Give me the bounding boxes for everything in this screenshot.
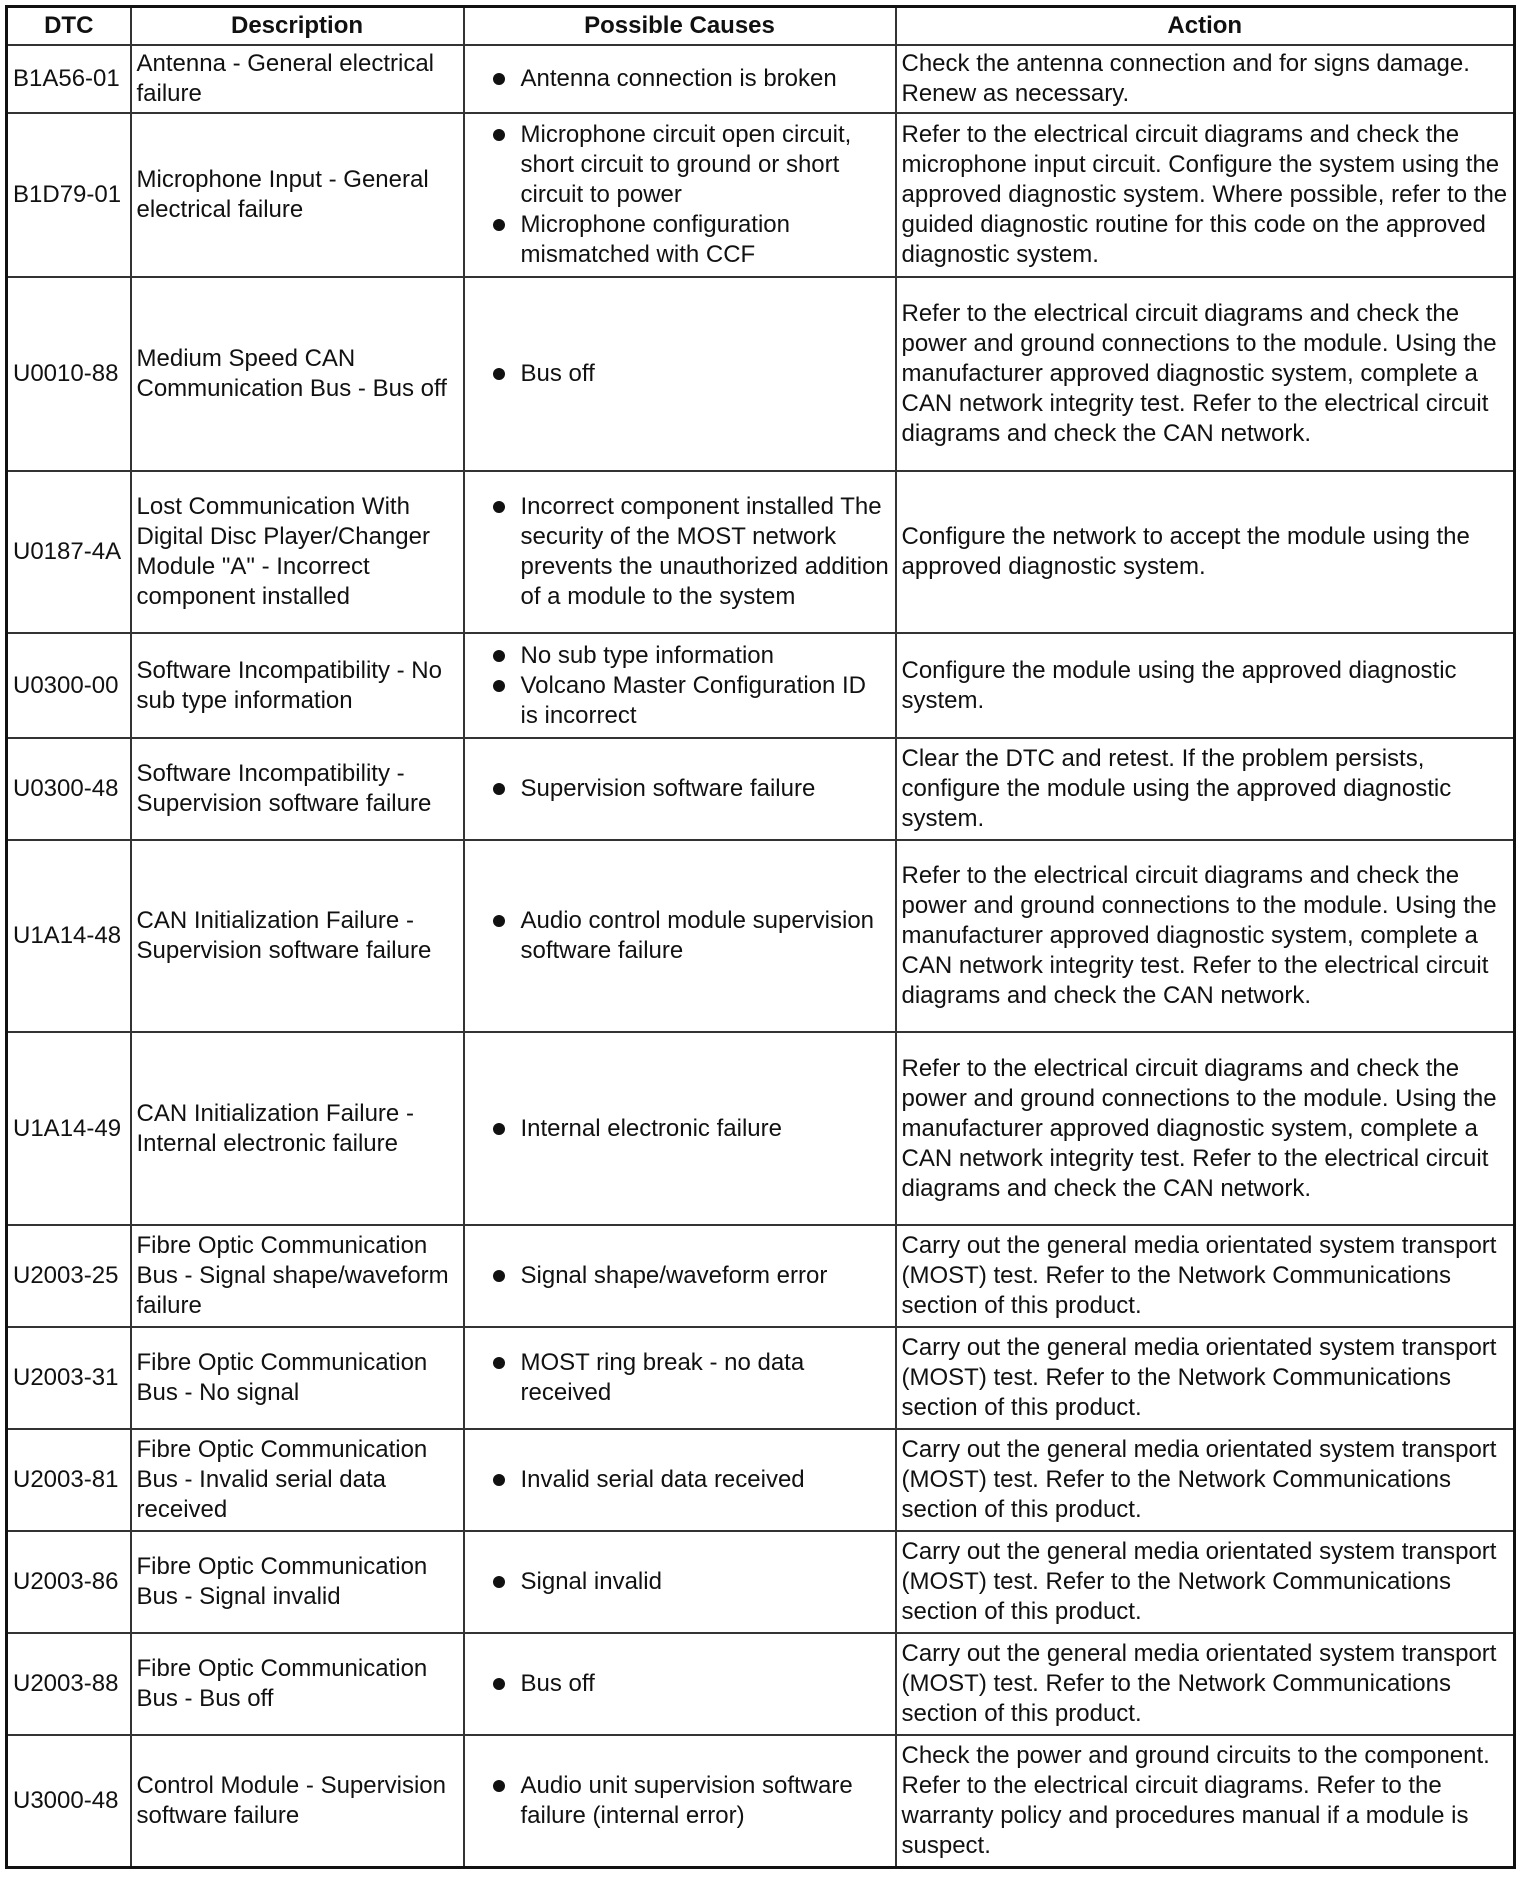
- header-dtc: DTC: [7, 7, 131, 46]
- dtc-description: Fibre Optic Communication Bus - Signal shape/waveform failure: [131, 1225, 464, 1327]
- dtc-description: CAN Initialization Failure - Internal electronic failure: [131, 1032, 464, 1225]
- dtc-action: Check the power and ground circuits to the component. Refer to the electrical circuit diagrams. Refer to the warranty policy and procedures manual if a module is suspect.: [896, 1735, 1515, 1867]
- cause-item: Microphone circuit open circuit, short circuit to ground or short circuit to power: [470, 120, 890, 210]
- cause-item: Supervision software failure: [470, 774, 890, 804]
- dtc-code: U1A14-48: [7, 840, 131, 1032]
- cause-item: Microphone configuration mismatched with CCF: [470, 210, 890, 270]
- causes-list: [470, 1465, 890, 1495]
- possible-causes-cell: [464, 738, 896, 840]
- causes-list: [470, 906, 890, 966]
- table-row: [7, 1225, 1515, 1327]
- dtc-description: Fibre Optic Communication Bus - Signal invalid: [131, 1531, 464, 1633]
- table-row: [7, 45, 1515, 113]
- dtc-action: Clear the DTC and retest. If the problem persists, configure the module using the approved diagnostic system.: [896, 738, 1515, 840]
- dtc-action: Refer to the electrical circuit diagrams and check the power and ground connections to the module. Using the manufacturer approved diagnostic system, complete a CAN network integrity test. Refer to the electrical circuit diagrams and check the CAN network.: [896, 840, 1515, 1032]
- causes-list: [470, 774, 890, 804]
- cause-item: Signal shape/waveform error: [470, 1261, 890, 1291]
- dtc-table-container: [5, 5, 1516, 1869]
- header-possible-causes: Possible Causes: [464, 7, 896, 46]
- cause-item: Antenna connection is broken: [470, 64, 890, 94]
- cause-item: Audio unit supervision software failure (internal error): [470, 1771, 890, 1831]
- cause-item: Bus off: [470, 359, 890, 389]
- causes-list: [470, 120, 890, 270]
- dtc-action: Carry out the general media orientated system transport (MOST) test. Refer to the Network Communications section of this product.: [896, 1633, 1515, 1735]
- causes-list: [470, 1348, 890, 1408]
- dtc-action: Carry out the general media orientated system transport (MOST) test. Refer to the Network Communications section of this product.: [896, 1225, 1515, 1327]
- dtc-code: U3000-48: [7, 1735, 131, 1867]
- possible-causes-cell: [464, 1735, 896, 1867]
- cause-item: Internal electronic failure: [470, 1114, 890, 1144]
- causes-list: [470, 64, 890, 94]
- causes-list: [470, 1567, 890, 1597]
- dtc-table: [5, 5, 1516, 1869]
- dtc-code: B1D79-01: [7, 113, 131, 277]
- possible-causes-cell: [464, 1225, 896, 1327]
- dtc-action: Refer to the electrical circuit diagrams and check the power and ground connections to the module. Using the manufacturer approved diagnostic system, complete a CAN network integrity test. Refer to the electrical circuit diagrams and check the CAN network.: [896, 1032, 1515, 1225]
- cause-item: Signal invalid: [470, 1567, 890, 1597]
- header-description: Description: [131, 7, 464, 46]
- dtc-code: U0187-4A: [7, 471, 131, 633]
- dtc-description: Lost Communication With Digital Disc Player/Changer Module "A" - Incorrect component installed: [131, 471, 464, 633]
- table-row: [7, 1429, 1515, 1531]
- dtc-code: U2003-31: [7, 1327, 131, 1429]
- dtc-code: U2003-88: [7, 1633, 131, 1735]
- header-row: [7, 7, 1515, 46]
- dtc-action: Configure the module using the approved diagnostic system.: [896, 633, 1515, 738]
- table-row: [7, 1032, 1515, 1225]
- header-action: Action: [896, 7, 1515, 46]
- possible-causes-cell: [464, 1327, 896, 1429]
- table-row: [7, 633, 1515, 738]
- causes-list: [470, 359, 890, 389]
- dtc-action: Refer to the electrical circuit diagrams and check the microphone input circuit. Configure the system using the approved diagnostic system. Where possible, refer to the guided diagnostic routine for this code on the approved diagnostic system.: [896, 113, 1515, 277]
- cause-item: No sub type information: [470, 641, 890, 671]
- dtc-code: U0300-00: [7, 633, 131, 738]
- dtc-description: Software Incompatibility - Supervision software failure: [131, 738, 464, 840]
- causes-list: [470, 1114, 890, 1144]
- table-row: [7, 1735, 1515, 1867]
- dtc-description: Fibre Optic Communication Bus - No signal: [131, 1327, 464, 1429]
- dtc-description: Microphone Input - General electrical failure: [131, 113, 464, 277]
- possible-causes-cell: [464, 471, 896, 633]
- table-row: [7, 1633, 1515, 1735]
- dtc-code: U1A14-49: [7, 1032, 131, 1225]
- possible-causes-cell: [464, 1429, 896, 1531]
- table-row: [7, 113, 1515, 277]
- dtc-description: Fibre Optic Communication Bus - Bus off: [131, 1633, 464, 1735]
- possible-causes-cell: [464, 633, 896, 738]
- possible-causes-cell: [464, 113, 896, 277]
- causes-list: [470, 641, 890, 731]
- dtc-action: Carry out the general media orientated system transport (MOST) test. Refer to the Network Communications section of this product.: [896, 1327, 1515, 1429]
- possible-causes-cell: [464, 45, 896, 113]
- possible-causes-cell: [464, 1531, 896, 1633]
- possible-causes-cell: [464, 1633, 896, 1735]
- causes-list: [470, 492, 890, 612]
- dtc-action: Configure the network to accept the module using the approved diagnostic system.: [896, 471, 1515, 633]
- possible-causes-cell: [464, 840, 896, 1032]
- table-row: [7, 738, 1515, 840]
- dtc-description: Antenna - General electrical failure: [131, 45, 464, 113]
- dtc-description: CAN Initialization Failure - Supervision software failure: [131, 840, 464, 1032]
- dtc-description: Control Module - Supervision software failure: [131, 1735, 464, 1867]
- dtc-description: Medium Speed CAN Communication Bus - Bus off: [131, 277, 464, 471]
- dtc-code: U0300-48: [7, 738, 131, 840]
- dtc-action: Refer to the electrical circuit diagrams and check the power and ground connections to the module. Using the manufacturer approved diagnostic system, complete a CAN network integrity test. Refer to the electrical circuit diagrams and check the CAN network.: [896, 277, 1515, 471]
- dtc-code: B1A56-01: [7, 45, 131, 113]
- cause-item: Audio control module supervision software failure: [470, 906, 890, 966]
- table-row: [7, 471, 1515, 633]
- dtc-description: Fibre Optic Communication Bus - Invalid serial data received: [131, 1429, 464, 1531]
- cause-item: Invalid serial data received: [470, 1465, 890, 1495]
- possible-causes-cell: [464, 1032, 896, 1225]
- dtc-action: Carry out the general media orientated system transport (MOST) test. Refer to the Network Communications section of this product.: [896, 1531, 1515, 1633]
- table-row: [7, 1531, 1515, 1633]
- possible-causes-cell: [464, 277, 896, 471]
- causes-list: [470, 1261, 890, 1291]
- dtc-code: U2003-25: [7, 1225, 131, 1327]
- dtc-action: Carry out the general media orientated system transport (MOST) test. Refer to the Network Communications section of this product.: [896, 1429, 1515, 1531]
- dtc-action: Check the antenna connection and for signs damage. Renew as necessary.: [896, 45, 1515, 113]
- table-row: [7, 1327, 1515, 1429]
- dtc-code: U2003-81: [7, 1429, 131, 1531]
- causes-list: [470, 1669, 890, 1699]
- dtc-code: U2003-86: [7, 1531, 131, 1633]
- table-row: [7, 277, 1515, 471]
- cause-item: Bus off: [470, 1669, 890, 1699]
- dtc-description: Software Incompatibility - No sub type information: [131, 633, 464, 738]
- cause-item: MOST ring break - no data received: [470, 1348, 890, 1408]
- dtc-code: U0010-88: [7, 277, 131, 471]
- cause-item: Incorrect component installed The security of the MOST network prevents the unauthorized addition of a module to the system: [470, 492, 890, 612]
- table-row: [7, 840, 1515, 1032]
- cause-item: Volcano Master Configuration ID is incorrect: [470, 671, 890, 731]
- causes-list: [470, 1771, 890, 1831]
